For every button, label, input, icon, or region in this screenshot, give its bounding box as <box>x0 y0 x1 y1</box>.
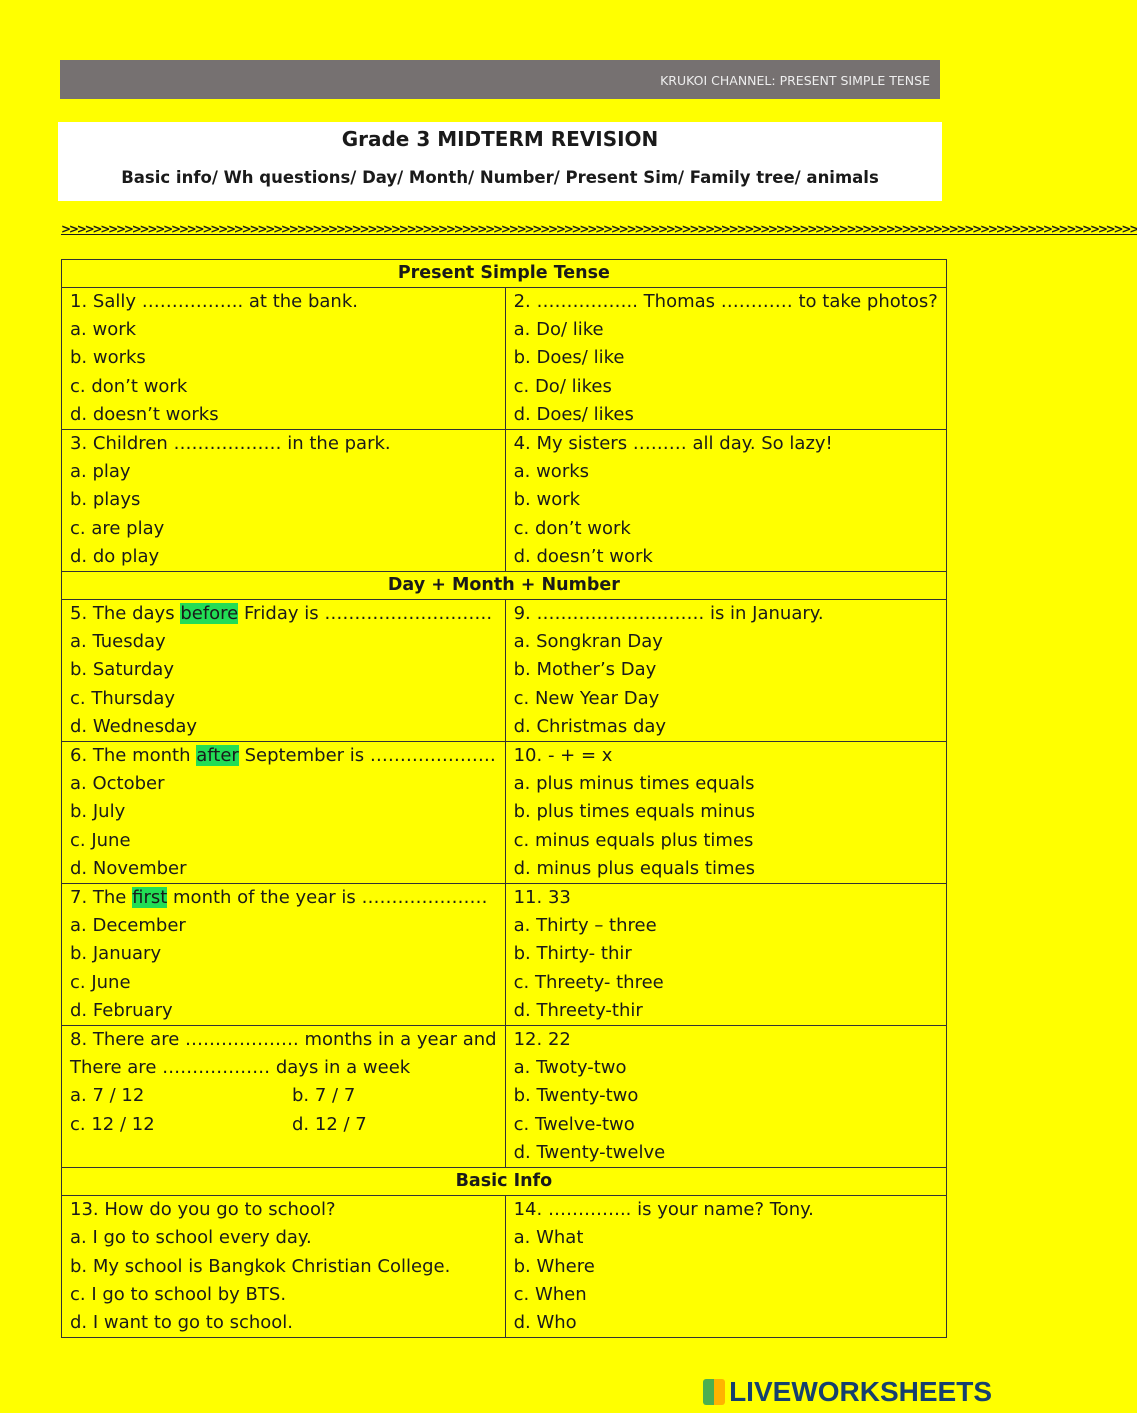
answer-option: a. Do/ like <box>513 319 604 341</box>
question-cell <box>62 430 506 572</box>
answer-option: d. 12 / 7 <box>292 1113 367 1135</box>
answer-option: b. 7 / 7 <box>292 1085 356 1107</box>
answer-option: b. Saturday <box>70 659 174 681</box>
answer-option: c. I go to school by BTS. <box>70 1283 287 1305</box>
answer-option: b. plus times equals minus <box>513 801 755 823</box>
answer-option: d. doesn’t work <box>513 545 653 567</box>
answer-option: a. What <box>513 1227 584 1249</box>
arrow-divider: >>>>>>>>>>>>>>>>>>>>>>>>>>>>>>>>>>>>>>>>>>>>>>>>>>>>>>>>>>>>>>>>>>>>>>>>>>>>>>>>>>>>>>>>>>>>>>>>>>>>>>>>>>>>>>>>>>>>>>>>>>>>>>>>>>>>>>>>> <box>61 222 1137 236</box>
answer-option: b. Thirty- thir <box>513 943 632 965</box>
question-cell <box>505 1026 946 1168</box>
answer-option: c. June <box>70 829 131 851</box>
question-text: 13. How do you go to school? <box>70 1199 336 1221</box>
answer-option: c. minus equals plus times <box>513 829 754 851</box>
question-cell <box>62 288 506 430</box>
title-box <box>58 122 942 201</box>
answer-option: d. Christmas day <box>513 715 667 737</box>
answer-option: b. January <box>70 943 162 965</box>
question-text <box>70 884 497 912</box>
question-cell <box>505 742 946 884</box>
section-header-row <box>62 260 947 288</box>
answer-option: c. June <box>70 971 131 993</box>
question-cell <box>62 1196 506 1338</box>
answer-option: c. Do/ likes <box>513 375 612 397</box>
answer-option: a. Thirty – three <box>513 915 657 937</box>
live-badge-icon <box>703 1379 725 1405</box>
question-cell <box>62 884 506 1026</box>
answer-option: c. are play <box>70 517 165 539</box>
section-title: Basic Info <box>62 1168 947 1196</box>
highlighted-word: before <box>180 603 239 625</box>
question-text: 8. There are ………………. months in a year and <box>70 1029 497 1051</box>
question-cell <box>62 1026 506 1168</box>
answer-option: c. 12 / 12 <box>70 1113 155 1135</box>
answer-option: d. do play <box>70 545 160 567</box>
answer-option: d. minus plus equals times <box>513 857 755 879</box>
answer-option: b. plays <box>70 489 141 511</box>
section-header-row <box>62 572 947 600</box>
answer-option: d. doesn’t works <box>70 403 219 425</box>
answer-option: b. Twenty-two <box>513 1085 639 1107</box>
question-row <box>62 288 947 430</box>
answer-option <box>70 1111 497 1139</box>
page-subtitle: Basic info/ Wh questions/ Day/ Month/ Number/ Present Sim/ Family tree/ animals <box>121 168 879 187</box>
question-row <box>62 884 947 1026</box>
question-row <box>62 742 947 884</box>
page-title: Grade 3 MIDTERM REVISION <box>341 127 659 151</box>
question-text: 3. Children ……………… in the park. <box>70 433 391 455</box>
answer-option: a. Songkran Day <box>513 631 663 653</box>
answer-option: b. Mother’s Day <box>513 659 657 681</box>
question-text: 14. ………….. is your name? Tony. <box>513 1199 814 1221</box>
section-header-row <box>62 1168 947 1196</box>
question-text <box>70 742 497 770</box>
liveworksheets-logo <box>703 1376 992 1408</box>
question-cell <box>505 884 946 1026</box>
question-text-part: September is ………………… <box>238 745 496 767</box>
question-row <box>62 430 947 572</box>
answer-option: a. I go to school every day. <box>70 1227 312 1249</box>
answer-option: a. 7 / 12 <box>70 1085 145 1107</box>
questions-table <box>61 259 947 1338</box>
section-title: Day + Month + Number <box>62 572 947 600</box>
question-text-part: month of the year is ………………… <box>167 887 488 909</box>
question-cell <box>505 430 946 572</box>
highlighted-word: first <box>132 887 168 909</box>
answer-option: a. works <box>513 461 590 483</box>
answer-option: d. Threety-thir <box>513 999 643 1021</box>
answer-option: b. works <box>70 347 146 369</box>
question-text: 1. Sally …………….. at the bank. <box>70 291 358 312</box>
question-cell <box>505 1196 946 1338</box>
answer-option: c. When <box>513 1283 587 1305</box>
answer-option: b. My school is Bangkok Christian College. <box>70 1255 451 1277</box>
question-text: 12. 22 <box>513 1029 571 1051</box>
question-text-part: 7. The <box>70 887 133 909</box>
answer-option: a. plus minus times equals <box>513 773 755 795</box>
question-row <box>62 1026 947 1168</box>
question-text: 10. - + = x <box>513 745 613 767</box>
answer-option: c. don’t work <box>513 517 631 539</box>
question-row <box>62 1196 947 1338</box>
answer-option: b. work <box>513 489 581 511</box>
answer-option: d. Who <box>513 1311 577 1333</box>
answer-option: b. Does/ like <box>513 347 625 369</box>
answer-option: b. Where <box>513 1255 595 1277</box>
channel-bar <box>60 60 940 99</box>
answer-option: a. play <box>70 461 131 483</box>
answer-option: d. Wednesday <box>70 715 198 737</box>
highlighted-word: after <box>196 745 239 767</box>
question-text: 11. 33 <box>513 887 571 909</box>
answer-option: c. Twelve-two <box>513 1113 635 1135</box>
answer-option: d. November <box>70 857 187 879</box>
question-text-part: 5. The days <box>70 603 181 625</box>
answer-option: c. Threety- three <box>513 971 664 993</box>
answer-option: c. Thursday <box>70 687 176 709</box>
answer-option: a. Tuesday <box>70 631 166 653</box>
question-text <box>70 600 497 628</box>
question-text-part: 6. The month <box>70 745 197 767</box>
answer-option: d. Twenty-twelve <box>513 1141 666 1163</box>
question-text: 9. ………………………. is in January. <box>513 603 824 625</box>
answer-option: a. October <box>70 773 165 795</box>
answer-option: d. February <box>70 999 173 1021</box>
answer-option: a. Twoty-two <box>513 1057 627 1079</box>
answer-option: c. New Year Day <box>513 687 660 709</box>
answer-option: b. July <box>70 801 126 823</box>
question-text-part: Friday is ………………………. <box>238 603 493 625</box>
question-text: 4. My sisters ……… all day. So lazy! <box>513 433 833 455</box>
channel-label: KRUKOI CHANNEL: PRESENT SIMPLE TENSE <box>660 73 930 88</box>
answer-option: There are ……………… days in a week <box>70 1057 411 1079</box>
answer-option <box>70 1082 497 1110</box>
answer-option: a. December <box>70 915 186 937</box>
answer-option: d. I want to go to school. <box>70 1311 294 1333</box>
logo-text: LIVEWORKSHEETS <box>729 1376 992 1407</box>
question-text: 2. …………….. Thomas ………… to take photos? <box>513 291 938 312</box>
question-cell <box>62 742 506 884</box>
answer-option: a. work <box>70 319 137 341</box>
question-cell <box>505 600 946 742</box>
question-row <box>62 600 947 742</box>
question-cell <box>505 288 946 430</box>
question-cell <box>62 600 506 742</box>
section-title: Present Simple Tense <box>62 260 947 288</box>
answer-option: d. Does/ likes <box>513 403 634 425</box>
answer-option: c. don’t work <box>70 375 188 397</box>
